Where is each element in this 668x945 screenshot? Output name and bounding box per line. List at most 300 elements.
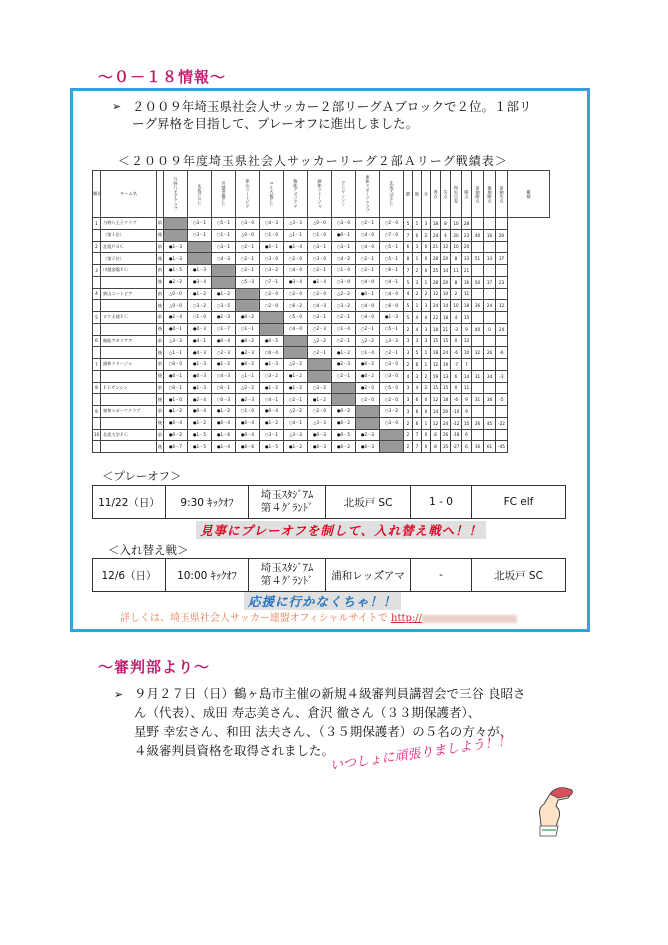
league-cell: ○5－1: [212, 218, 236, 230]
league-cell: ○2－1: [284, 394, 308, 406]
league-cell: ○2－0: [260, 300, 284, 312]
league-cell: ○0－1: [212, 382, 236, 394]
exchange-title: ＜入れ替え戦＞: [108, 543, 189, 557]
league-row: [93, 347, 550, 359]
league-cell: ○5－0: [380, 382, 404, 394]
league-header-cell: チーム名: [101, 171, 157, 218]
league-cell: 3: [404, 347, 413, 359]
league-cell: [484, 382, 496, 394]
league-cell: ○2－1: [308, 347, 332, 359]
league-cell: ●4－3: [188, 347, 212, 359]
league-row: [93, 335, 550, 347]
league-cell: ●1－3: [164, 241, 188, 253]
exchange-home: 浦和レッズ゙アマ: [326, 559, 411, 592]
league-cell: ○1－0: [332, 265, 356, 277]
league-cell: ロケ天使ＦＣ: [101, 312, 157, 324]
league-cell: ○2－0: [380, 394, 404, 406]
league-cell: ●2－3: [212, 312, 236, 324]
league-cell: ●0－2: [236, 335, 260, 347]
league-cell: △0－0: [308, 218, 332, 230]
league-cell: ●3－4: [284, 276, 308, 288]
league-cell: ○1－4: [356, 347, 380, 359]
league-cell: 24: [484, 300, 496, 312]
league-cell: 36: [472, 300, 484, 312]
league-cell: [101, 276, 157, 288]
league-cell: 2: [413, 265, 422, 277]
league-cell: ●1－3: [260, 359, 284, 371]
league-cell: 28: [431, 253, 441, 265]
league-header-cell: 浦和ラドージャ: [308, 171, 332, 218]
league-cell: [380, 441, 404, 453]
league-cell: △2－2: [284, 359, 308, 371]
exchange-score: -: [411, 559, 472, 592]
referee-line-1: ９月２７日（日）鶴ヶ島市主催の新規４級審判員講習会で三谷 良昭さ: [134, 686, 526, 701]
league-cell: 10: [441, 288, 451, 300]
league-cell: ●1－2: [188, 288, 212, 300]
league-cell: 14: [462, 370, 472, 382]
league-cell: 飯能アゼリアア: [101, 335, 157, 347]
league-cell: 11: [451, 265, 462, 277]
league-cell: 2: [404, 441, 413, 453]
league-cell: 26: [484, 347, 496, 359]
league-cell: 6: [413, 394, 422, 406]
league-cell: 12: [441, 241, 451, 253]
league-cell: 浦和ラドージャ: [101, 359, 157, 371]
league-cell: ○2－1: [236, 265, 260, 277]
league-cell: [93, 300, 101, 312]
league-cell: 1: [93, 218, 101, 230]
league-header-cell: 分: [422, 171, 431, 218]
league-cell: ○4－1: [284, 417, 308, 429]
league-cell: 18: [431, 323, 441, 335]
league-cell: 2: [422, 288, 431, 300]
league-cell: -3: [496, 370, 508, 382]
league-cell: ○3－0: [332, 276, 356, 288]
league-cell: 7: [404, 265, 413, 277]
league-cell: 7: [404, 229, 413, 241]
league-cell: ○1－1: [212, 229, 236, 241]
league-cell: [496, 218, 508, 230]
league-cell: 20: [496, 229, 508, 241]
league-cell: ○6－0: [380, 300, 404, 312]
league-cell: ●0－6: [236, 441, 260, 453]
league-cell: （第１位）: [101, 229, 157, 241]
league-cell: [93, 441, 101, 453]
league-cell: -6: [496, 347, 508, 359]
league-cell: 32: [472, 347, 484, 359]
league-cell: [93, 276, 101, 288]
league-cell: ○3－1: [308, 241, 332, 253]
league-cell: ○6－2: [284, 300, 308, 312]
league-cell: 3: [422, 323, 431, 335]
league-cell: [260, 323, 284, 335]
league-cell: 0: [422, 265, 431, 277]
league-cell: 与野八王子クラブ: [101, 218, 157, 230]
league-cell: 9: [462, 394, 472, 406]
league-cell: ○1－4: [332, 323, 356, 335]
league-cell: 3: [404, 382, 413, 394]
league-cell: ○4－0: [356, 276, 380, 288]
league-cell: 11: [462, 288, 472, 300]
league-cell: ○3－2: [332, 300, 356, 312]
league-cell: 後: [157, 394, 164, 406]
blurred-url: [422, 615, 517, 623]
league-cell: ○0－4: [260, 347, 284, 359]
league-cell: ●1－5: [188, 441, 212, 453]
league-table: [92, 170, 550, 453]
table-title: ＜２００９年度埼玉県社会人サッカーリーグ２部Ａリーグ戦績表＞: [118, 154, 508, 168]
league-cell: [472, 288, 484, 300]
league-cell: ○3－0: [380, 417, 404, 429]
playoff-venue: 埼玉ｽﾀｼﾞｱﾑ 第４ｸﾞﾗﾝﾄﾞ: [249, 486, 326, 519]
league-header-cell: 北坂戸ＳＣ: [188, 171, 212, 218]
exchange-time: 10:00 ｷｯｸｵﾌ: [166, 559, 249, 592]
league-cell: ○2－3: [308, 323, 332, 335]
league-cell: 9: [93, 406, 101, 418]
league-cell: 24: [496, 323, 508, 335]
referee-line-3: 星野 幸宏さん、和田 法夫さん、（３５期保護者）の５名の方々が、: [134, 724, 513, 739]
league-cell: ○0－1: [164, 382, 188, 394]
league-cell: [260, 312, 284, 324]
league-cell: [484, 265, 496, 277]
league-cell: [101, 323, 157, 335]
league-cell: 0: [422, 394, 431, 406]
league-cell: ○4－0: [380, 288, 404, 300]
league-cell: 前: [157, 335, 164, 347]
league-cell: 1: [422, 417, 431, 429]
league-cell: 24: [431, 229, 441, 241]
league-cell: ○1－7: [212, 323, 236, 335]
league-cell: 8: [441, 218, 451, 230]
league-cell: 12: [431, 417, 441, 429]
league-cell: 13: [441, 370, 451, 382]
league-cell: 前: [157, 429, 164, 441]
exchange-date: 12/6（日）: [93, 559, 166, 592]
league-cell: [484, 241, 496, 253]
league-cell: ○4－0: [356, 312, 380, 324]
league-cell: ●1－3: [188, 265, 212, 277]
league-cell: [496, 382, 508, 394]
league-cell: 2: [422, 370, 431, 382]
league-cell: ＦＣサンシン: [101, 382, 157, 394]
league-cell: ○1－0: [188, 312, 212, 324]
league-cell: △3－3: [308, 417, 332, 429]
league-cell: ●1－2: [284, 370, 308, 382]
league-cell: ○3－1: [188, 218, 212, 230]
league-cell: ○3－1: [260, 429, 284, 441]
league-cell: 37: [484, 276, 496, 288]
site-note-text: 詳しくは、埼玉県社会人サッカー連盟オフィシャルサイトで: [120, 613, 388, 624]
league-cell: 10: [451, 218, 462, 230]
league-cell: △3－3: [380, 335, 404, 347]
fist-icon: [528, 782, 574, 838]
league-cell: ○5－1: [380, 253, 404, 265]
league-cell: ○2－0: [356, 394, 380, 406]
league-cell: ○3－0: [236, 218, 260, 230]
league-cell: 10: [93, 429, 101, 441]
league-cell: ○5－3: [236, 276, 260, 288]
league-header-cell: 東和スポーツクラブ: [356, 171, 380, 218]
league-cell: 5: [404, 276, 413, 288]
league-cell: ●0－2: [332, 417, 356, 429]
league-cell: 26: [441, 429, 451, 441]
league-cell: ○4－3: [212, 370, 236, 382]
intro-line-2: ーグ昇格を目指して、プレーオフに進出しました。: [132, 116, 419, 131]
league-row: [93, 300, 550, 312]
league-cell: ○2－0: [260, 288, 284, 300]
league-cell: 前: [157, 265, 164, 277]
league-cell: [93, 370, 101, 382]
league-cell: △1－1: [164, 347, 188, 359]
league-cell: ●0－2: [332, 441, 356, 453]
league-cell: [472, 312, 484, 324]
league-cell: ○2－0: [380, 218, 404, 230]
league-header-cell: 北坂大学ＦＣ: [380, 171, 404, 218]
exchange-away: 北坂戸 SC: [472, 559, 566, 592]
league-cell: ○2－1: [356, 265, 380, 277]
league-header-cell: ロケ天使ＦＣ: [260, 171, 284, 218]
referee-text: [134, 684, 584, 760]
league-cell: 28: [462, 218, 472, 230]
league-cell: ●1－2: [284, 441, 308, 453]
league-cell: 北坂大学ＦＣ: [101, 429, 157, 441]
league-cell: 22: [431, 312, 441, 324]
league-cell: 25: [431, 265, 441, 277]
league-cell: [93, 417, 101, 429]
league-cell: ○3－1: [308, 312, 332, 324]
league-cell: 15: [441, 382, 451, 394]
league-cell: 9: [462, 406, 472, 418]
league-cell: 19: [441, 359, 451, 371]
league-cell: [332, 382, 356, 394]
league-cell: [484, 406, 496, 418]
league-cell: 3: [413, 241, 422, 253]
league-cell: △1－1: [284, 229, 308, 241]
league-cell: ●1－4: [284, 241, 308, 253]
league-cell: 後: [157, 323, 164, 335]
playoff-date: 11/22（日）: [93, 486, 166, 519]
league-cell: ●2－4: [188, 394, 212, 406]
league-cell: ●1－2: [212, 288, 236, 300]
league-cell: ○7－0: [380, 229, 404, 241]
league-cell: ○7－1: [260, 276, 284, 288]
league-cell: -45: [496, 441, 508, 453]
league-cell: 1: [413, 218, 422, 230]
referee-line-2: ん（代表）、成田 寿志美さん、倉沢 徹さん（３３期保護者）、: [134, 705, 481, 720]
league-cell: ●1－2: [212, 406, 236, 418]
league-cell: 後: [157, 370, 164, 382]
league-cell: 18: [462, 300, 472, 312]
league-cell: ○4－0: [356, 241, 380, 253]
league-cell: △2－2: [356, 335, 380, 347]
playoff-comment: 見事にプレーオフを制して、入れ替え戦へ！！: [196, 521, 486, 539]
league-cell: 前: [157, 406, 164, 418]
league-cell: 9: [462, 323, 472, 335]
league-cell: 45: [484, 417, 496, 429]
league-cell: [101, 347, 157, 359]
league-cell: -7: [451, 359, 462, 371]
league-cell: ●2－3: [332, 359, 356, 371]
league-cell: ●0－7: [164, 441, 188, 453]
league-cell: 12: [431, 288, 441, 300]
league-cell: ○2－1: [380, 347, 404, 359]
playoff-score: 1 - 0: [411, 486, 472, 519]
league-cell: 4: [413, 382, 422, 394]
league-cell: -5: [496, 394, 508, 406]
league-cell: 14: [431, 406, 441, 418]
league-cell: ●2－4: [164, 312, 188, 324]
league-cell: [496, 335, 508, 347]
league-cell: △2－2: [308, 335, 332, 347]
league-cell: ●1－5: [260, 441, 284, 453]
league-cell: ●2－3: [236, 394, 260, 406]
league-cell: 8: [451, 253, 462, 265]
league-cell: 31: [472, 370, 484, 382]
league-cell: 36: [484, 394, 496, 406]
league-header-cell: 前期失点: [496, 171, 508, 218]
league-row: [93, 253, 550, 265]
league-cell: [496, 241, 508, 253]
league-cell: ●1－5: [164, 265, 188, 277]
league-cell: 0: [422, 429, 431, 441]
league-cell: 16: [484, 229, 496, 241]
league-cell: 3: [422, 218, 431, 230]
league-cell: ○5－1: [380, 241, 404, 253]
exchange-comment: 応援に行かなくちゃ！！: [244, 592, 401, 610]
league-cell: 6: [413, 359, 422, 371]
league-cell: 24: [431, 300, 441, 312]
league-cell: 2: [93, 241, 101, 253]
league-cell: 8: [93, 382, 101, 394]
league-cell: 11: [462, 382, 472, 394]
league-cell: 前: [157, 382, 164, 394]
league-cell: 前: [157, 288, 164, 300]
league-cell: [484, 312, 496, 324]
league-cell: ●0－2: [236, 359, 260, 371]
league-cell: 12: [431, 359, 441, 371]
league-cell: ●0－1: [164, 370, 188, 382]
league-cell: 15: [431, 335, 441, 347]
league-cell: ○3－0: [380, 359, 404, 371]
league-row: [93, 359, 550, 371]
league-cell: [93, 394, 101, 406]
site-link[interactable]: http://: [391, 613, 422, 624]
league-cell: [484, 218, 496, 230]
league-cell: 19: [431, 370, 441, 382]
league-cell: ○0－0: [164, 359, 188, 371]
league-cell: 26: [472, 417, 484, 429]
league-cell: 3: [93, 265, 101, 277]
league-cell: ●1－2: [260, 382, 284, 394]
league-cell: 35: [441, 441, 451, 453]
league-cell: 北坂戸ＳＣ: [101, 241, 157, 253]
site-note: [120, 609, 517, 624]
league-cell: ○3－2: [260, 265, 284, 277]
league-cell: 37: [496, 253, 508, 265]
league-cell: [472, 382, 484, 394]
league-cell: [472, 359, 484, 371]
league-header-cell: 勝: [404, 171, 413, 218]
league-cell: ○3－5: [212, 300, 236, 312]
league-cell: [484, 429, 496, 441]
playoff-home: 北坂戸 SC: [326, 486, 411, 519]
league-cell: [212, 276, 236, 288]
league-cell: ●0－2: [164, 429, 188, 441]
league-cell: [236, 288, 260, 300]
league-cell: △2－2: [284, 406, 308, 418]
league-row: [93, 276, 550, 288]
league-cell: ●2－3: [236, 347, 260, 359]
league-cell: [484, 335, 496, 347]
league-cell: ○3－1: [332, 241, 356, 253]
league-row: [93, 241, 550, 253]
league-cell: 4: [404, 288, 413, 300]
section1-title: ～０－１８情報～: [98, 68, 227, 86]
league-cell: 2: [404, 429, 413, 441]
league-row: [93, 323, 550, 335]
league-cell: ●0－1: [260, 241, 284, 253]
league-cell: ●1－4: [308, 276, 332, 288]
league-header-cell: 敗: [413, 171, 422, 218]
league-cell: 18: [431, 218, 441, 230]
league-cell: △0－0: [236, 229, 260, 241]
league-cell: ○2－1: [332, 335, 356, 347]
league-cell: [164, 229, 188, 241]
league-cell: 前: [157, 241, 164, 253]
section2-title: ～審判部より～: [98, 658, 211, 676]
league-cell: 3: [413, 370, 422, 382]
league-header-cell: 狭山ユートピア: [236, 171, 260, 218]
league-cell: 0: [422, 406, 431, 418]
league-cell: 後: [157, 229, 164, 241]
league-header-cell: 後期勝点: [484, 171, 496, 218]
league-cell: ●0－4: [164, 417, 188, 429]
league-cell: △0－0: [164, 288, 188, 300]
league-cell: 0: [413, 229, 422, 241]
league-cell: [472, 406, 484, 418]
league-cell: 4: [404, 370, 413, 382]
league-cell: [93, 347, 101, 359]
league-cell: 18: [441, 312, 451, 324]
league-cell: ○3－2: [380, 406, 404, 418]
league-cell: 7: [93, 359, 101, 371]
league-cell: 10: [462, 347, 472, 359]
league-cell: ●1－5: [188, 429, 212, 441]
league-cell: 6: [93, 335, 101, 347]
league-cell: [380, 429, 404, 441]
league-cell: △3－3: [284, 429, 308, 441]
league-cell: -22: [496, 417, 508, 429]
league-cell: [496, 265, 508, 277]
league-cell: 16: [462, 276, 472, 288]
league-cell: ●0－2: [356, 370, 380, 382]
league-cell: ○2－3: [212, 347, 236, 359]
league-cell: 東和スポーツクラブ: [101, 406, 157, 418]
league-cell: 24: [441, 347, 451, 359]
league-cell: 3: [404, 406, 413, 418]
league-cell: 前: [157, 218, 164, 230]
league-cell: 3: [422, 300, 431, 312]
league-cell: 21: [441, 323, 451, 335]
league-cell: [308, 370, 332, 382]
league-cell: 3: [404, 394, 413, 406]
league-cell: ○2－0: [284, 288, 308, 300]
league-cell: 2: [404, 359, 413, 371]
league-cell: ●1－3: [164, 253, 188, 265]
league-cell: 31: [472, 394, 484, 406]
league-cell: 23: [462, 229, 472, 241]
league-row: [93, 229, 550, 241]
